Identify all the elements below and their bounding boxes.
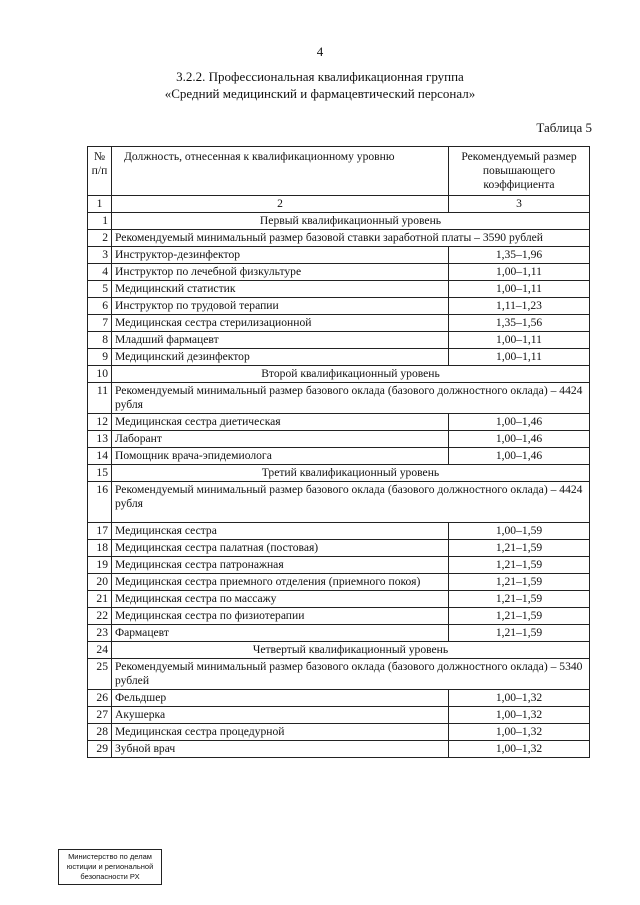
position-name: Инструктор-дезинфектор <box>112 247 449 264</box>
coefficient-value: 1,35–1,96 <box>449 247 590 264</box>
table-row <box>88 349 590 366</box>
minimum-salary-note: Рекомендуемый минимальный размер базовой ставки заработной платы – 3590 рублей <box>112 230 590 247</box>
row-number: 11 <box>88 383 112 414</box>
minimum-salary-note: Рекомендуемый минимальный размер базового оклада (базового должностного оклада) – 5340 рублей <box>112 659 590 690</box>
coefficient-value: 1,21–1,59 <box>449 574 590 591</box>
table-row <box>88 690 590 707</box>
coefficient-value: 1,00–1,32 <box>449 707 590 724</box>
coefficient-value: 1,00–1,32 <box>449 724 590 741</box>
table-row <box>88 574 590 591</box>
position-name: Зубной врач <box>112 741 449 758</box>
ministry-stamp <box>58 849 162 885</box>
coefficient-value: 1,00–1,46 <box>449 448 590 465</box>
minimum-salary-note: Рекомендуемый минимальный размер базового оклада (базового должностного оклада) – 4424 рубля <box>112 482 590 523</box>
row-number: 23 <box>88 625 112 642</box>
coefficient-value: 1,00–1,11 <box>449 264 590 281</box>
position-name: Медицинская сестра по физиотерапии <box>112 608 449 625</box>
row-number: 3 <box>88 247 112 264</box>
row-number: 5 <box>88 281 112 298</box>
column-number-3: 3 <box>449 196 590 213</box>
heading-line-2: «Средний медицинский и фармацевтический персонал» <box>164 86 476 101</box>
level-heading-row <box>88 465 590 482</box>
row-number: 20 <box>88 574 112 591</box>
row-number: 1 <box>88 213 112 230</box>
table-row <box>88 707 590 724</box>
row-number: 22 <box>88 608 112 625</box>
row-number: 7 <box>88 315 112 332</box>
row-number: 18 <box>88 540 112 557</box>
position-name: Инструктор по лечебной физкультуре <box>112 264 449 281</box>
table-row <box>88 298 590 315</box>
stamp-line-3: безопасности РХ <box>80 872 140 881</box>
position-name: Инструктор по трудовой терапии <box>112 298 449 315</box>
row-number: 17 <box>88 523 112 540</box>
row-number: 16 <box>88 482 112 523</box>
row-number: 21 <box>88 591 112 608</box>
coefficient-value: 1,00–1,11 <box>449 281 590 298</box>
table-label: Таблица 5 <box>536 120 592 135</box>
table-row <box>88 557 590 574</box>
stamp-line-1: Министерство по делам <box>68 852 152 861</box>
header-position: Должность, отнесенная к квалификационному уровню <box>112 147 449 196</box>
coefficient-value: 1,00–1,11 <box>449 349 590 366</box>
coefficient-value: 1,21–1,59 <box>449 608 590 625</box>
row-number: 9 <box>88 349 112 366</box>
row-number: 14 <box>88 448 112 465</box>
table-row <box>88 591 590 608</box>
table-row <box>88 448 590 465</box>
row-number: 25 <box>88 659 112 690</box>
coefficient-value: 1,00–1,46 <box>449 414 590 431</box>
table-row <box>88 264 590 281</box>
coefficient-value: 1,00–1,59 <box>449 523 590 540</box>
qualification-level-title: Третий квалификационный уровень <box>112 465 590 482</box>
table-row <box>88 523 590 540</box>
row-number: 29 <box>88 741 112 758</box>
table-header-row <box>88 147 590 196</box>
row-number: 10 <box>88 366 112 383</box>
column-number-2: 2 <box>112 196 449 213</box>
minimum-salary-note: Рекомендуемый минимальный размер базового оклада (базового должностного оклада) – 4424 рубля <box>112 383 590 414</box>
table-row <box>88 332 590 349</box>
position-name: Медицинская сестра <box>112 523 449 540</box>
position-name: Фармацевт <box>112 625 449 642</box>
qualification-level-title: Первый квалификационный уровень <box>112 213 590 230</box>
stamp-line-2: юстиции и региональной <box>66 862 154 871</box>
position-name: Лаборант <box>112 431 449 448</box>
position-name: Медицинская сестра патронажная <box>112 557 449 574</box>
row-number: 24 <box>88 642 112 659</box>
coefficient-value: 1,21–1,59 <box>449 557 590 574</box>
position-name: Медицинская сестра приемного отделения (приемного покоя) <box>112 574 449 591</box>
table-row <box>88 608 590 625</box>
coefficient-value: 1,21–1,59 <box>449 625 590 642</box>
table-row <box>88 247 590 264</box>
row-number: 15 <box>88 465 112 482</box>
column-number-1: 1 <box>88 196 112 213</box>
qualification-level-title: Четвертый квалификационный уровень <box>112 642 590 659</box>
level-note-row <box>88 659 590 690</box>
coefficient-value: 1,00–1,46 <box>449 431 590 448</box>
qualification-level-title: Второй квалификационный уровень <box>112 366 590 383</box>
header-coefficient: Рекомендуемый размер повышающего коэффициента <box>449 147 590 196</box>
coefficient-value: 1,00–1,32 <box>449 690 590 707</box>
coefficient-value: 1,21–1,59 <box>449 591 590 608</box>
level-note-row <box>88 482 590 523</box>
row-number: 28 <box>88 724 112 741</box>
position-name: Акушерка <box>112 707 449 724</box>
position-name: Медицинский дезинфектор <box>112 349 449 366</box>
position-name: Медицинский статистик <box>112 281 449 298</box>
row-number: 12 <box>88 414 112 431</box>
coefficient-value: 1,00–1,11 <box>449 332 590 349</box>
row-number: 13 <box>88 431 112 448</box>
position-name: Помощник врача-эпидемиолога <box>112 448 449 465</box>
row-number: 4 <box>88 264 112 281</box>
position-name: Медицинская сестра диетическая <box>112 414 449 431</box>
table-row <box>88 281 590 298</box>
position-name: Младший фармацевт <box>112 332 449 349</box>
coefficient-value: 1,00–1,32 <box>449 741 590 758</box>
level-heading-row <box>88 642 590 659</box>
table-row <box>88 724 590 741</box>
row-number: 8 <box>88 332 112 349</box>
section-heading <box>0 68 640 102</box>
level-heading-row <box>88 366 590 383</box>
level-heading-row <box>88 213 590 230</box>
row-number: 2 <box>88 230 112 247</box>
coefficient-value: 1,11–1,23 <box>449 298 590 315</box>
table-row <box>88 741 590 758</box>
table-row <box>88 540 590 557</box>
row-number: 27 <box>88 707 112 724</box>
coefficient-value: 1,21–1,59 <box>449 540 590 557</box>
level-note-row <box>88 230 590 247</box>
heading-line-1: 3.2.2. Профессиональная квалификационная группа <box>176 69 464 84</box>
row-number: 6 <box>88 298 112 315</box>
row-number: 26 <box>88 690 112 707</box>
table-row <box>88 431 590 448</box>
position-name: Медицинская сестра по массажу <box>112 591 449 608</box>
table-row <box>88 414 590 431</box>
row-number: 19 <box>88 557 112 574</box>
table-row <box>88 315 590 332</box>
level-note-row <box>88 383 590 414</box>
salary-coefficient-table <box>87 146 590 758</box>
position-name: Медицинская сестра процедурной <box>112 724 449 741</box>
table-body <box>88 147 590 758</box>
position-name: Медицинская сестра палатная (постовая) <box>112 540 449 557</box>
page-number: 4 <box>316 44 324 59</box>
header-num: № п/п <box>88 147 112 196</box>
position-name: Медицинская сестра стерилизационной <box>112 315 449 332</box>
table-row <box>88 625 590 642</box>
position-name: Фельдшер <box>112 690 449 707</box>
coefficient-value: 1,35–1,56 <box>449 315 590 332</box>
column-number-row <box>88 196 590 213</box>
